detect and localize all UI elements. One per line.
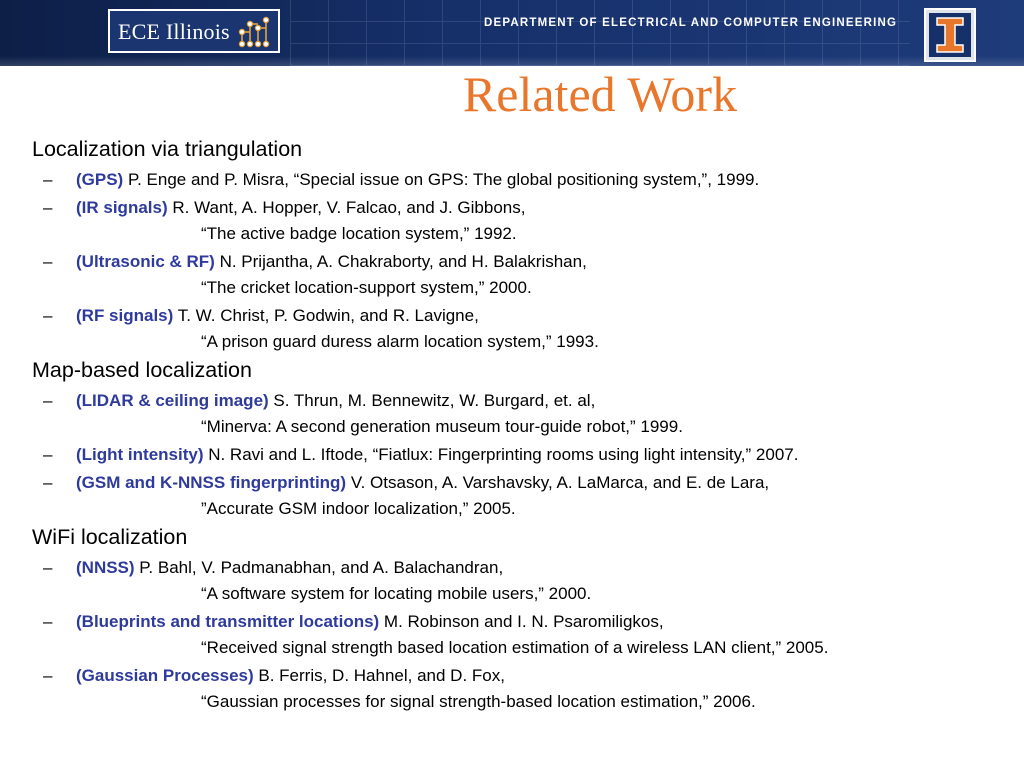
reference-tag: (Gaussian Processes) (76, 666, 254, 685)
reference-title: “Received signal strength based location estimation of a wireless LAN client,” 2005. (201, 638, 829, 657)
dash-bullet: – (43, 445, 53, 464)
section-heading: WiFi localization (32, 525, 188, 549)
ece-illinois-logo (108, 9, 280, 53)
reference-text: N. Prijantha, A. Chakraborty, and H. Balakrishan, (214, 252, 587, 271)
reference-tag: (GPS) (76, 170, 124, 189)
section-heading: Localization via triangulation (32, 137, 303, 161)
reference-item (32, 167, 1012, 193)
header-banner (0, 0, 1024, 66)
reference-text: V. Otsason, A. Varshavsky, A. LaMarca, and E. de Lara, (346, 473, 770, 492)
circuit-logo-icon (236, 14, 276, 50)
dash-bullet: – (43, 170, 53, 189)
reference-tag: (GSM and K-NNSS fingerprinting) (76, 473, 347, 492)
reference-tag: (NNSS) (76, 558, 135, 577)
reference-item (32, 663, 1012, 715)
reference-text: T. W. Christ, P. Godwin, and R. Lavigne, (173, 306, 479, 325)
dash-bullet: – (43, 391, 53, 410)
illinois-block-i-icon (924, 8, 976, 62)
dash-bullet: – (43, 306, 53, 325)
reference-title: “The active badge location system,” 1992. (201, 224, 517, 243)
dash-bullet: – (43, 558, 53, 577)
reference-text: P. Enge and P. Misra, “Special issue on GPS: The global positioning system,”, 1999. (123, 170, 760, 189)
reference-item (32, 442, 1012, 468)
reference-item (32, 388, 1012, 440)
reference-text: S. Thrun, M. Bennewitz, W. Burgard, et. al, (268, 391, 596, 410)
reference-title: “Minerva: A second generation museum tour-guide robot,” 1999. (201, 417, 683, 436)
reference-item (32, 470, 1012, 522)
dash-bullet: – (43, 612, 53, 631)
reference-item (32, 555, 1012, 607)
dash-bullet: – (43, 666, 53, 685)
reference-tag: (LIDAR & ceiling image) (76, 391, 269, 410)
dash-bullet: – (43, 252, 53, 271)
reference-tag: (Blueprints and transmitter locations) (76, 612, 380, 631)
slide-title: Related Work (462, 66, 738, 122)
reference-text: B. Ferris, D. Hahnel, and D. Fox, (253, 666, 505, 685)
reference-title: “Gaussian processes for signal strength-based location estimation,” 2006. (201, 692, 756, 711)
reference-text: M. Robinson and I. N. Psaromiligkos, (379, 612, 664, 631)
reference-tag: (RF signals) (76, 306, 174, 325)
department-name: DEPARTMENT OF ELECTRICAL AND COMPUTER ENGINEERING (484, 17, 898, 29)
related-work-list (32, 134, 1012, 717)
reference-tag: (IR signals) (76, 198, 168, 217)
dash-bullet: – (43, 198, 53, 217)
reference-title: “A software system for locating mobile users,” 2000. (201, 584, 592, 603)
reference-item (32, 249, 1012, 301)
reference-tag: (Ultrasonic & RF) (76, 252, 215, 271)
logo-text: ECE Illinois (118, 19, 230, 44)
section-heading: Map-based localization (32, 358, 252, 382)
reference-text: R. Want, A. Hopper, V. Falcao, and J. Gibbons, (167, 198, 526, 217)
reference-item (32, 195, 1012, 247)
reference-title: ”Accurate GSM indoor localization,” 2005. (201, 499, 516, 518)
dash-bullet: – (43, 473, 53, 492)
reference-text: N. Ravi and L. Iftode, “Fiatlux: Fingerprinting rooms using light intensity,” 2007. (203, 445, 799, 464)
reference-title: “A prison guard duress alarm location system,” 1993. (201, 332, 599, 351)
reference-title: “The cricket location-support system,” 2000. (201, 278, 532, 297)
reference-item (32, 303, 1012, 355)
reference-tag: (Light intensity) (76, 445, 204, 464)
reference-text: P. Bahl, V. Padmanabhan, and A. Balachandran, (134, 558, 504, 577)
reference-item (32, 609, 1012, 661)
